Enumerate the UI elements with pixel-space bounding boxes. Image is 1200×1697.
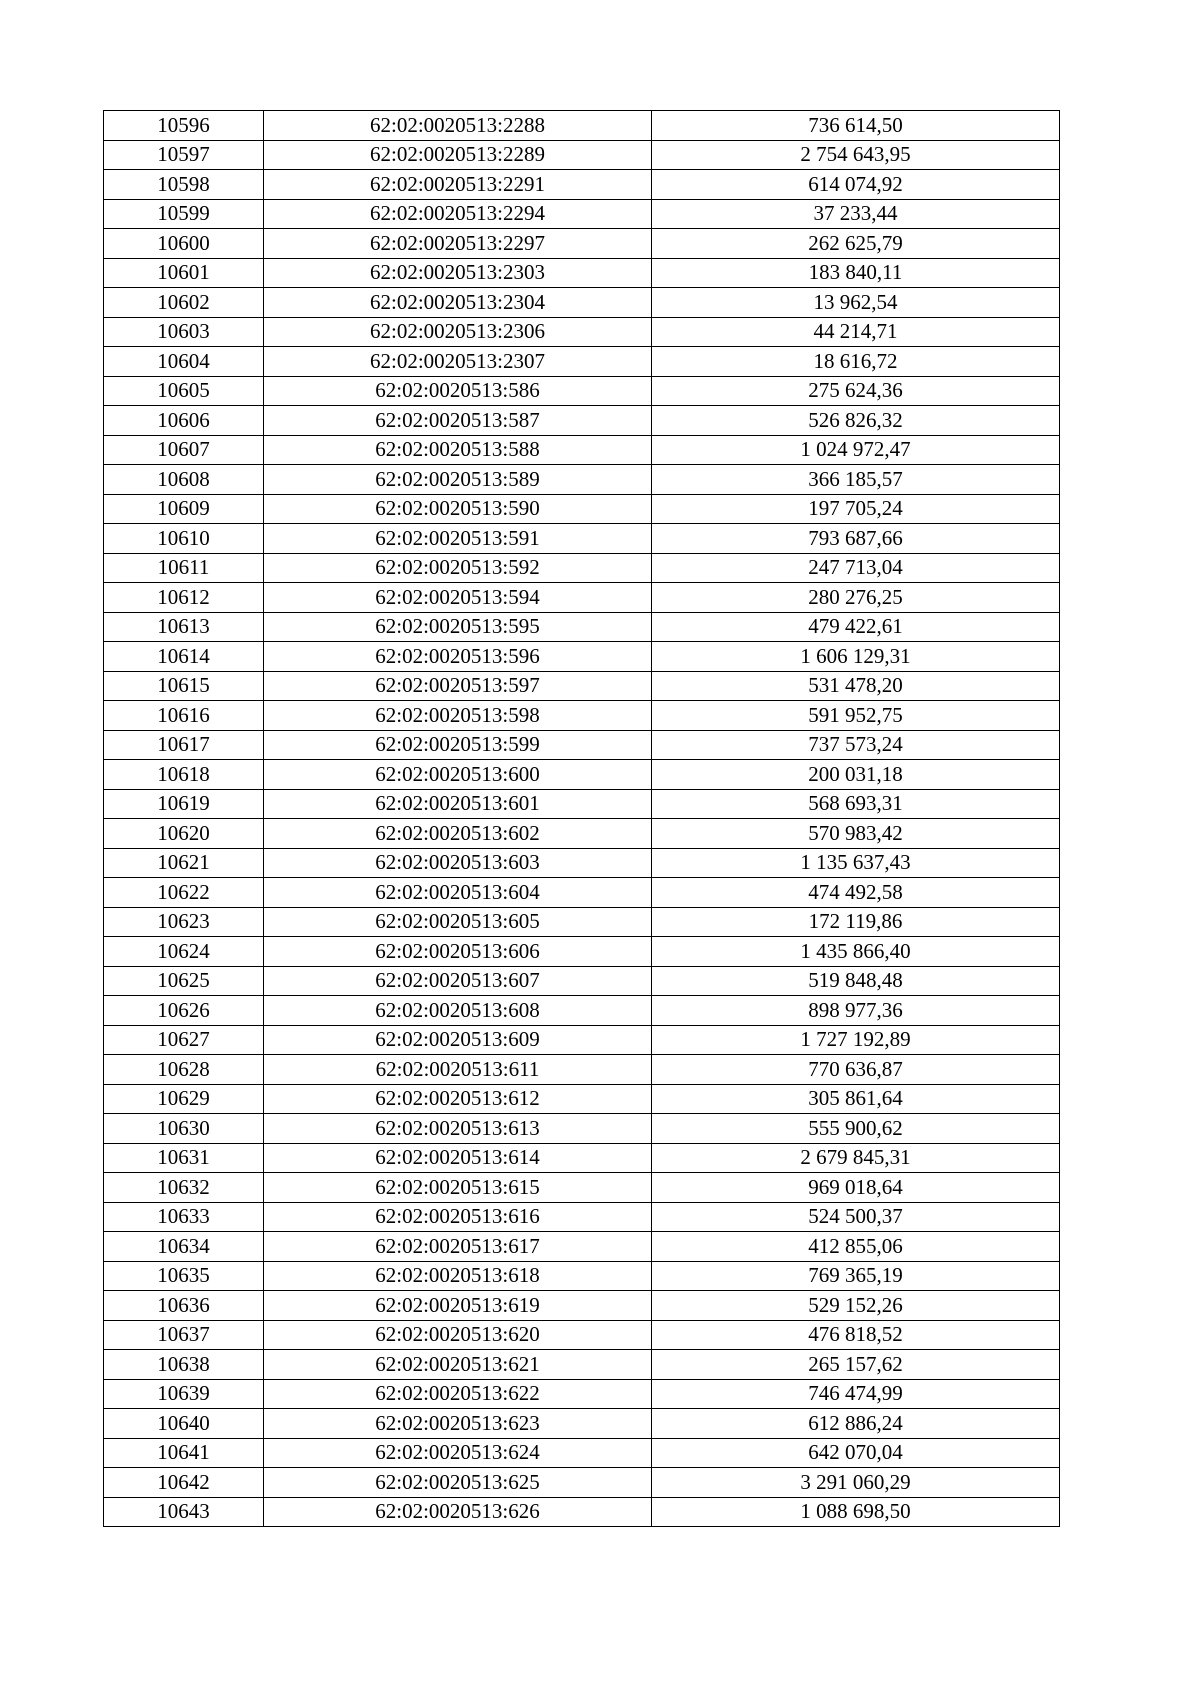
cadastral-number-cell: 62:02:0020513:592 bbox=[264, 553, 652, 583]
cadastral-number-cell: 62:02:0020513:586 bbox=[264, 376, 652, 406]
table-row bbox=[104, 465, 1060, 495]
table-row bbox=[104, 819, 1060, 849]
table-row bbox=[104, 524, 1060, 554]
cadastral-value-cell: 3 291 060,29 bbox=[652, 1468, 1060, 1498]
row-number-cell: 10610 bbox=[104, 524, 264, 554]
cadastral-value-cell: 275 624,36 bbox=[652, 376, 1060, 406]
table-row bbox=[104, 317, 1060, 347]
cadastral-number-cell: 62:02:0020513:614 bbox=[264, 1143, 652, 1173]
cadastral-number-cell: 62:02:0020513:587 bbox=[264, 406, 652, 436]
cadastral-number-cell: 62:02:0020513:598 bbox=[264, 701, 652, 731]
row-number-cell: 10627 bbox=[104, 1025, 264, 1055]
cadastral-number-cell: 62:02:0020513:606 bbox=[264, 937, 652, 967]
cadastral-value-cell: 769 365,19 bbox=[652, 1261, 1060, 1291]
table-body bbox=[104, 111, 1060, 1527]
row-number-cell: 10634 bbox=[104, 1232, 264, 1262]
cadastral-value-cell: 529 152,26 bbox=[652, 1291, 1060, 1321]
cadastral-number-cell: 62:02:0020513:2289 bbox=[264, 140, 652, 170]
table-row bbox=[104, 848, 1060, 878]
row-number-cell: 10607 bbox=[104, 435, 264, 465]
row-number-cell: 10636 bbox=[104, 1291, 264, 1321]
cadastral-number-cell: 62:02:0020513:616 bbox=[264, 1202, 652, 1232]
table-row bbox=[104, 1409, 1060, 1439]
cadastral-value-cell: 37 233,44 bbox=[652, 199, 1060, 229]
table-row bbox=[104, 1025, 1060, 1055]
cadastral-number-cell: 62:02:0020513:618 bbox=[264, 1261, 652, 1291]
table-row bbox=[104, 1350, 1060, 1380]
cadastral-number-cell: 62:02:0020513:595 bbox=[264, 612, 652, 642]
cadastral-number-cell: 62:02:0020513:625 bbox=[264, 1468, 652, 1498]
cadastral-value-cell: 969 018,64 bbox=[652, 1173, 1060, 1203]
table-row bbox=[104, 583, 1060, 613]
table-row bbox=[104, 111, 1060, 141]
table-row bbox=[104, 937, 1060, 967]
row-number-cell: 10614 bbox=[104, 642, 264, 672]
row-number-cell: 10633 bbox=[104, 1202, 264, 1232]
cadastral-value-cell: 555 900,62 bbox=[652, 1114, 1060, 1144]
cadastral-value-cell: 265 157,62 bbox=[652, 1350, 1060, 1380]
cadastral-value-cell: 614 074,92 bbox=[652, 170, 1060, 200]
row-number-cell: 10640 bbox=[104, 1409, 264, 1439]
row-number-cell: 10617 bbox=[104, 730, 264, 760]
cadastral-number-cell: 62:02:0020513:2306 bbox=[264, 317, 652, 347]
row-number-cell: 10604 bbox=[104, 347, 264, 377]
row-number-cell: 10603 bbox=[104, 317, 264, 347]
row-number-cell: 10609 bbox=[104, 494, 264, 524]
row-number-cell: 10632 bbox=[104, 1173, 264, 1203]
cadastral-number-cell: 62:02:0020513:2297 bbox=[264, 229, 652, 259]
row-number-cell: 10613 bbox=[104, 612, 264, 642]
cadastral-value-cell: 2 679 845,31 bbox=[652, 1143, 1060, 1173]
cadastral-number-cell: 62:02:0020513:2294 bbox=[264, 199, 652, 229]
row-number-cell: 10626 bbox=[104, 996, 264, 1026]
table-row bbox=[104, 730, 1060, 760]
cadastral-value-cell: 18 616,72 bbox=[652, 347, 1060, 377]
cadastral-value-cell: 519 848,48 bbox=[652, 966, 1060, 996]
row-number-cell: 10599 bbox=[104, 199, 264, 229]
row-number-cell: 10608 bbox=[104, 465, 264, 495]
row-number-cell: 10615 bbox=[104, 671, 264, 701]
cadastral-number-cell: 62:02:0020513:609 bbox=[264, 1025, 652, 1055]
cadastral-number-cell: 62:02:0020513:2307 bbox=[264, 347, 652, 377]
cadastral-number-cell: 62:02:0020513:590 bbox=[264, 494, 652, 524]
row-number-cell: 10600 bbox=[104, 229, 264, 259]
row-number-cell: 10618 bbox=[104, 760, 264, 790]
table-row bbox=[104, 1497, 1060, 1527]
table-row bbox=[104, 376, 1060, 406]
cadastral-value-cell: 736 614,50 bbox=[652, 111, 1060, 141]
cadastral-number-cell: 62:02:0020513:622 bbox=[264, 1379, 652, 1409]
row-number-cell: 10631 bbox=[104, 1143, 264, 1173]
cadastral-value-cell: 524 500,37 bbox=[652, 1202, 1060, 1232]
row-number-cell: 10621 bbox=[104, 848, 264, 878]
table-row bbox=[104, 671, 1060, 701]
table-row bbox=[104, 760, 1060, 790]
row-number-cell: 10597 bbox=[104, 140, 264, 170]
table-row bbox=[104, 907, 1060, 937]
table-row bbox=[104, 966, 1060, 996]
row-number-cell: 10628 bbox=[104, 1055, 264, 1085]
table-row bbox=[104, 1232, 1060, 1262]
cadastral-number-cell: 62:02:0020513:2288 bbox=[264, 111, 652, 141]
row-number-cell: 10624 bbox=[104, 937, 264, 967]
cadastral-value-cell: 183 840,11 bbox=[652, 258, 1060, 288]
cadastral-number-cell: 62:02:0020513:604 bbox=[264, 878, 652, 908]
cadastral-value-cell: 1 024 972,47 bbox=[652, 435, 1060, 465]
table-row bbox=[104, 642, 1060, 672]
cadastral-value-cell: 612 886,24 bbox=[652, 1409, 1060, 1439]
table-row bbox=[104, 1468, 1060, 1498]
cadastral-number-cell: 62:02:0020513:603 bbox=[264, 848, 652, 878]
row-number-cell: 10638 bbox=[104, 1350, 264, 1380]
cadastral-value-cell: 1 727 192,89 bbox=[652, 1025, 1060, 1055]
cadastral-value-cell: 526 826,32 bbox=[652, 406, 1060, 436]
cadastral-value-cell: 476 818,52 bbox=[652, 1320, 1060, 1350]
cadastral-number-cell: 62:02:0020513:607 bbox=[264, 966, 652, 996]
table-row bbox=[104, 996, 1060, 1026]
cadastral-number-cell: 62:02:0020513:589 bbox=[264, 465, 652, 495]
row-number-cell: 10639 bbox=[104, 1379, 264, 1409]
cadastral-value-cell: 737 573,24 bbox=[652, 730, 1060, 760]
cadastral-value-cell: 770 636,87 bbox=[652, 1055, 1060, 1085]
table-row bbox=[104, 878, 1060, 908]
cadastral-value-cell: 262 625,79 bbox=[652, 229, 1060, 259]
row-number-cell: 10622 bbox=[104, 878, 264, 908]
cadastral-number-cell: 62:02:0020513:617 bbox=[264, 1232, 652, 1262]
table-row bbox=[104, 170, 1060, 200]
row-number-cell: 10642 bbox=[104, 1468, 264, 1498]
cadastral-number-cell: 62:02:0020513:2303 bbox=[264, 258, 652, 288]
cadastral-value-cell: 898 977,36 bbox=[652, 996, 1060, 1026]
row-number-cell: 10598 bbox=[104, 170, 264, 200]
cadastral-number-cell: 62:02:0020513:626 bbox=[264, 1497, 652, 1527]
row-number-cell: 10625 bbox=[104, 966, 264, 996]
cadastral-value-cell: 531 478,20 bbox=[652, 671, 1060, 701]
cadastral-value-cell: 44 214,71 bbox=[652, 317, 1060, 347]
row-number-cell: 10637 bbox=[104, 1320, 264, 1350]
table-row bbox=[104, 494, 1060, 524]
cadastral-number-cell: 62:02:0020513:594 bbox=[264, 583, 652, 613]
cadastral-number-cell: 62:02:0020513:605 bbox=[264, 907, 652, 937]
cadastral-number-cell: 62:02:0020513:601 bbox=[264, 789, 652, 819]
cadastral-number-cell: 62:02:0020513:588 bbox=[264, 435, 652, 465]
cadastral-value-cell: 570 983,42 bbox=[652, 819, 1060, 849]
table-row bbox=[104, 612, 1060, 642]
cadastral-number-cell: 62:02:0020513:596 bbox=[264, 642, 652, 672]
table-row bbox=[104, 701, 1060, 731]
row-number-cell: 10630 bbox=[104, 1114, 264, 1144]
table-row bbox=[104, 1173, 1060, 1203]
cadastral-number-cell: 62:02:0020513:623 bbox=[264, 1409, 652, 1439]
cadastral-value-cell: 247 713,04 bbox=[652, 553, 1060, 583]
row-number-cell: 10601 bbox=[104, 258, 264, 288]
cadastral-value-cell: 479 422,61 bbox=[652, 612, 1060, 642]
cadastral-number-cell: 62:02:0020513:615 bbox=[264, 1173, 652, 1203]
cadastral-value-cell: 2 754 643,95 bbox=[652, 140, 1060, 170]
table-row bbox=[104, 258, 1060, 288]
cadastral-number-cell: 62:02:0020513:599 bbox=[264, 730, 652, 760]
cadastral-value-cell: 1 606 129,31 bbox=[652, 642, 1060, 672]
cadastral-number-cell: 62:02:0020513:624 bbox=[264, 1438, 652, 1468]
table-row bbox=[104, 1291, 1060, 1321]
cadastral-number-cell: 62:02:0020513:600 bbox=[264, 760, 652, 790]
table-row bbox=[104, 1055, 1060, 1085]
table-row bbox=[104, 789, 1060, 819]
table-row bbox=[104, 1261, 1060, 1291]
table-row bbox=[104, 1438, 1060, 1468]
cadastral-value-cell: 1 435 866,40 bbox=[652, 937, 1060, 967]
row-number-cell: 10635 bbox=[104, 1261, 264, 1291]
table-row bbox=[104, 1320, 1060, 1350]
row-number-cell: 10641 bbox=[104, 1438, 264, 1468]
cadastral-value-cell: 746 474,99 bbox=[652, 1379, 1060, 1409]
table-row bbox=[104, 229, 1060, 259]
cadastral-value-cell: 568 693,31 bbox=[652, 789, 1060, 819]
cadastral-number-cell: 62:02:0020513:597 bbox=[264, 671, 652, 701]
cadastral-value-cell: 1 088 698,50 bbox=[652, 1497, 1060, 1527]
cadastral-value-cell: 200 031,18 bbox=[652, 760, 1060, 790]
row-number-cell: 10606 bbox=[104, 406, 264, 436]
table-row bbox=[104, 1114, 1060, 1144]
cadastral-number-cell: 62:02:0020513:602 bbox=[264, 819, 652, 849]
table-row bbox=[104, 1202, 1060, 1232]
row-number-cell: 10623 bbox=[104, 907, 264, 937]
cadastral-number-cell: 62:02:0020513:621 bbox=[264, 1350, 652, 1380]
table-row bbox=[104, 1379, 1060, 1409]
cadastral-value-cell: 305 861,64 bbox=[652, 1084, 1060, 1114]
cadastral-value-cell: 172 119,86 bbox=[652, 907, 1060, 937]
cadastral-number-cell: 62:02:0020513:620 bbox=[264, 1320, 652, 1350]
row-number-cell: 10616 bbox=[104, 701, 264, 731]
cadastral-value-cell: 591 952,75 bbox=[652, 701, 1060, 731]
cadastral-number-cell: 62:02:0020513:619 bbox=[264, 1291, 652, 1321]
cadastral-value-cell: 280 276,25 bbox=[652, 583, 1060, 613]
row-number-cell: 10596 bbox=[104, 111, 264, 141]
cadastral-value-cell: 412 855,06 bbox=[652, 1232, 1060, 1262]
cadastral-number-cell: 62:02:0020513:611 bbox=[264, 1055, 652, 1085]
cadastral-value-cell: 474 492,58 bbox=[652, 878, 1060, 908]
table-row bbox=[104, 1143, 1060, 1173]
cadastral-number-cell: 62:02:0020513:608 bbox=[264, 996, 652, 1026]
cadastral-value-cell: 197 705,24 bbox=[652, 494, 1060, 524]
cadastral-value-cell: 793 687,66 bbox=[652, 524, 1060, 554]
row-number-cell: 10643 bbox=[104, 1497, 264, 1527]
cadastral-number-cell: 62:02:0020513:591 bbox=[264, 524, 652, 554]
table-row bbox=[104, 1084, 1060, 1114]
table-row bbox=[104, 347, 1060, 377]
table-row bbox=[104, 406, 1060, 436]
table-row bbox=[104, 435, 1060, 465]
table-row bbox=[104, 553, 1060, 583]
table-row bbox=[104, 288, 1060, 318]
row-number-cell: 10605 bbox=[104, 376, 264, 406]
cadastral-number-cell: 62:02:0020513:612 bbox=[264, 1084, 652, 1114]
row-number-cell: 10611 bbox=[104, 553, 264, 583]
row-number-cell: 10602 bbox=[104, 288, 264, 318]
cadastral-value-cell: 642 070,04 bbox=[652, 1438, 1060, 1468]
cadastral-number-cell: 62:02:0020513:2291 bbox=[264, 170, 652, 200]
cadastral-value-table bbox=[103, 110, 1060, 1527]
table-row bbox=[104, 140, 1060, 170]
row-number-cell: 10620 bbox=[104, 819, 264, 849]
cadastral-number-cell: 62:02:0020513:613 bbox=[264, 1114, 652, 1144]
row-number-cell: 10612 bbox=[104, 583, 264, 613]
table-row bbox=[104, 199, 1060, 229]
cadastral-value-cell: 366 185,57 bbox=[652, 465, 1060, 495]
row-number-cell: 10629 bbox=[104, 1084, 264, 1114]
cadastral-value-cell: 1 135 637,43 bbox=[652, 848, 1060, 878]
row-number-cell: 10619 bbox=[104, 789, 264, 819]
cadastral-number-cell: 62:02:0020513:2304 bbox=[264, 288, 652, 318]
cadastral-value-cell: 13 962,54 bbox=[652, 288, 1060, 318]
